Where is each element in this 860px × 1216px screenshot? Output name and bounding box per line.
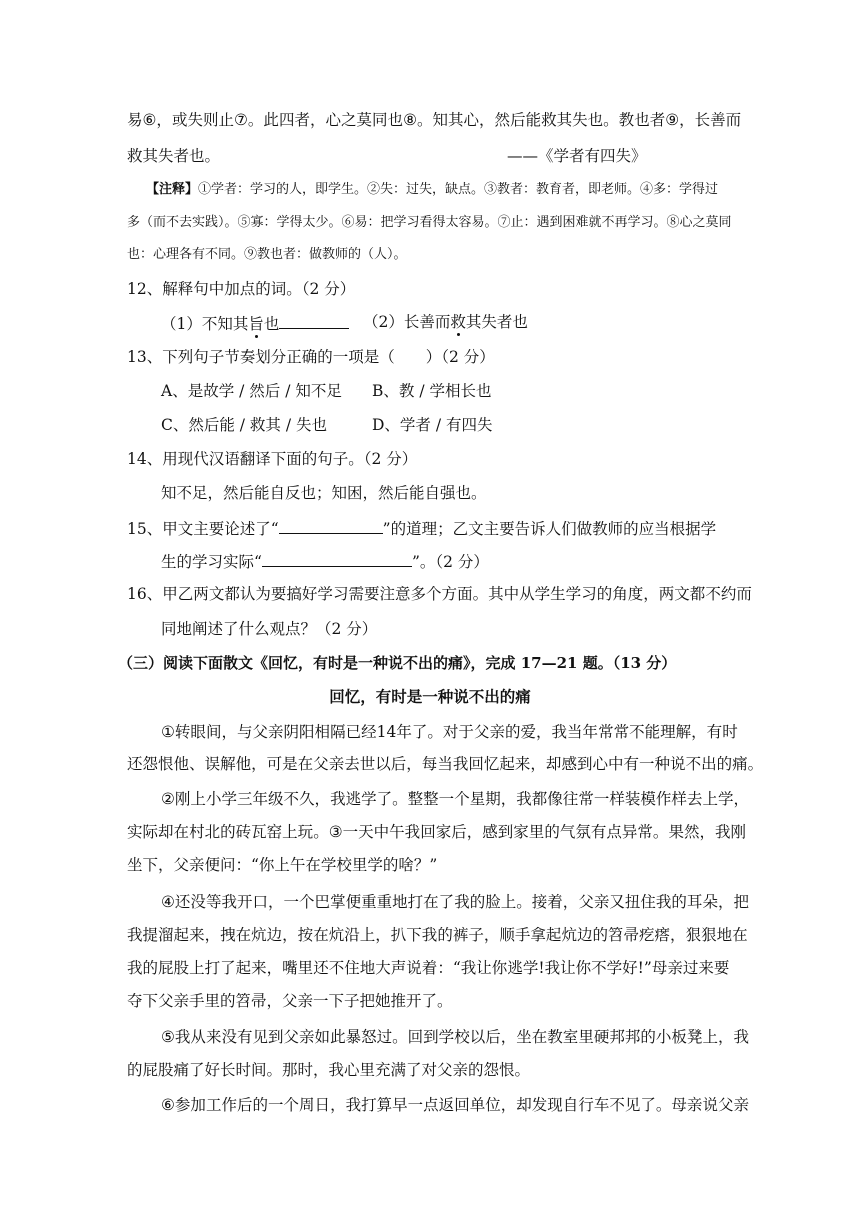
answer-blank[interactable] xyxy=(279,517,383,534)
essay-line: 我 的 屁 股 上 打 了 起 来 ， 嘴 里 还 不 住 地 大 声 说 着 ： “ 我 让 你 逃 学 ! 我 让 你 不 学 好 ! ” 母 亲 过 来 要 xyxy=(127,959,730,977)
essay-line: 的屁股痛了好长时间。那时，我心里充满了对父亲的怨恨。 xyxy=(127,1061,531,1079)
essay-line: ② 刚 上 小 学 三 年 级 不 久 ， 我 逃 学 了 。 整 整 一 个 星 期 ， 我 都 像 往 常 一 样 装 模 作 样 去 上 学 ， xyxy=(161,790,749,808)
option-c[interactable]: C、然后能 / 救其 / 失也 xyxy=(161,416,328,434)
essay-line: 实 际 却 在 村 北 的 砖 瓦 窑 上 玩 。 ③ 一 天 中 午 我 回 家 后 ， 感 到 家 里 的 气 氛 有 点 异 常 。 果 然 ， 我 刚 xyxy=(127,823,747,841)
option-a[interactable]: A、是故学 / 然后 / 知不足 xyxy=(161,382,342,400)
q12-item-1: （1）不知其旨也 xyxy=(161,312,349,334)
emphasis-dot-word: 旨 xyxy=(248,315,264,333)
notes-label: 【注释】 xyxy=(146,182,199,197)
answer-blank[interactable] xyxy=(262,550,412,567)
essay-title: 回忆，有时是一种说不出的痛 xyxy=(329,687,531,706)
essay-line: 还 怨 恨 他 、 误 解 他 ， 可 是 在 父 亲 去 世 以 后 ， 每 当 我 回 忆 起 来 ， 却 感 到 心 中 有 一 种 说 不 出 的 痛 。 xyxy=(127,755,764,773)
question-14: 14、用现代汉语翻译下面的句子。（2 分） xyxy=(127,450,418,468)
answer-blank[interactable] xyxy=(279,312,349,329)
q12-item-2: （2）长善而救其失者也 xyxy=(363,313,528,331)
passage-line: 易 ⑥ ， 或 失 则 止 ⑦ 。 此 四 者 ， 心 之 莫 同 也 ⑧ 。 知 其 心 ， 然 后 能 救 其 失 也 。 教 也 者 ⑨ ， 长 善 而 xyxy=(127,111,742,129)
notes-text: ①学者：学习的人，即学生。②失：过失，缺点。③教者：教育者，即老师。④多：学得过 xyxy=(198,182,719,197)
question-13: 13、下列句子节奏划分正确的一项是（ ）（2 分） xyxy=(127,348,495,366)
essay-line: 我 提 溜 起 来 ， 拽 在 炕 边 ， 按 在 炕 沿 上 ， 扒 下 我 的 裤 子 ， 顺 手 拿 起 炕 边 的 笤 帚 疙 瘩 ， 狠 狠 地 在 xyxy=(127,926,748,944)
essay-line: ⑤ 我 从 来 没 有 见 到 父 亲 如 此 暴 怒 过 。 回 到 学 校 以 后 ， 坐 在 教 室 里 硬 邦 邦 的 小 板 凳 上 ， 我 xyxy=(161,1028,749,1046)
passage-source: ——《学者有四失》 xyxy=(507,147,647,165)
question-16: 1 6 、 甲 乙 两 文 都 认 为 要 搞 好 学 习 需 要 注 意 多 个 方 面 。 其 中 从 学 生 学 习 的 角 度 ， 两 文 都 不 约 而 xyxy=(127,585,752,603)
q14-sentence: 知不足，然后能自反也；知困，然后能自强也。 xyxy=(161,484,487,502)
notes-line: 也：心理各有不同。⑨教也者：做教师的（人）。 xyxy=(127,247,407,262)
question-15-cont: 生的学习实际“ ”。（2 分） xyxy=(161,550,489,572)
essay-line: 夺下父亲手里的笤帚，父亲一下子把她推开了。 xyxy=(127,992,453,1010)
essay-line: ⑥ 参 加 工 作 后 的 一 个 周 日 ， 我 打 算 早 一 点 返 回 单 位 ， 却 发 现 自 行 车 不 见 了 。 母 亲 说 父 亲 xyxy=(161,1096,749,1114)
emphasis-dot-word: 救 xyxy=(450,313,466,331)
notes-line xyxy=(146,180,718,200)
essay-line: ④ 还 没 等 我 开 口 ， 一 个 巴 掌 便 重 重 地 打 在 了 我 的 脸 上 。 接 着 ， 父 亲 又 扭 住 我 的 耳 朵 ， 把 xyxy=(161,893,749,911)
option-b[interactable]: B、教 / 学相长也 xyxy=(372,382,492,400)
essay-line: 坐下，父亲便问：“你上午在学校里学的啥？” xyxy=(127,856,438,874)
question-12: 12、解释句中加点的词。（2 分） xyxy=(127,280,356,298)
question-15: 15、甲文主要论述了“ ”的道理；乙文主要告诉人们做教师的应当根据学 xyxy=(127,517,716,539)
notes-line: 多（而不去实践）。⑤寡：学得太少。⑥易：把学习看得太容易。⑦止：遇到困难就不再学习。⑧心之莫同 xyxy=(127,215,732,230)
passage-line: 救其失者也。 xyxy=(127,147,221,165)
option-d[interactable]: D、学者 / 有四失 xyxy=(372,416,493,434)
section-heading: （三）阅读下面散文《回忆，有时是一种说不出的痛》，完成 17—21 题。（13 分） xyxy=(118,654,677,672)
question-16-cont: 同地阐述了什么观点？（2 分） xyxy=(161,620,378,638)
essay-line: ① 转 眼 间 ， 与 父 亲 阴 阳 相 隔 已 经 1 4 年 了 。 对 于 父 亲 的 爱 ， 我 当 年 常 常 不 能 理 解 ， 有 时 xyxy=(161,723,738,741)
